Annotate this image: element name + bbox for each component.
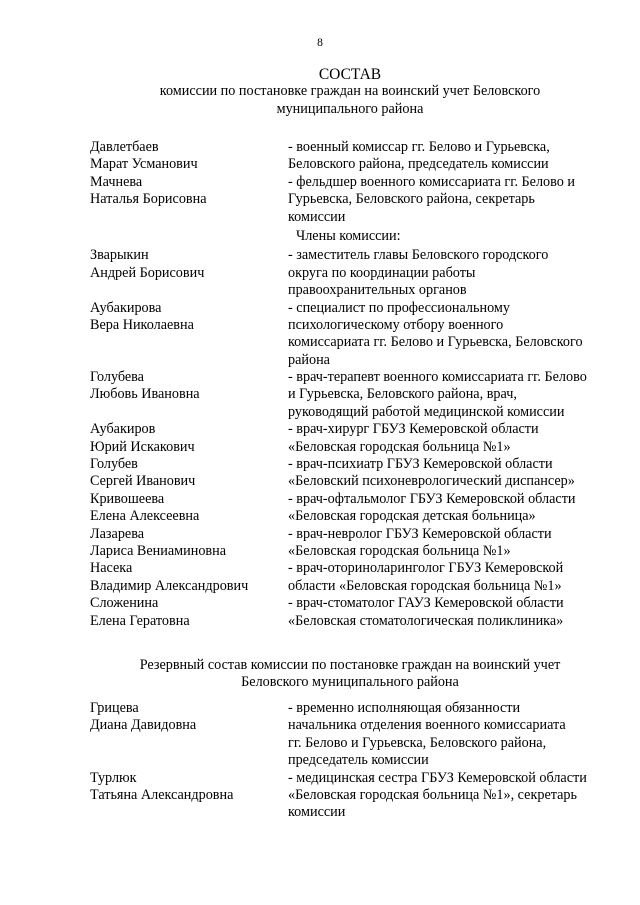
person-name-line: Зварыкин — [90, 247, 149, 264]
person-position-line: - специалист по профессиональному — [288, 299, 510, 316]
person-position-line: «Беловская городская больница №1» — [288, 438, 511, 455]
person-position-line: и Гурьевска, Беловского района, врач, — [288, 386, 517, 403]
person-row — [90, 174, 630, 226]
person-name-line: Аубакирова — [90, 299, 162, 316]
person-row — [90, 421, 630, 456]
person-position — [288, 491, 628, 526]
person-position-line: комиссии — [288, 804, 346, 821]
person-name — [90, 300, 288, 370]
person-name-line: Мачнева — [90, 173, 143, 190]
person-name-line: Голубева — [90, 369, 144, 386]
person-name-line: Насека — [90, 560, 133, 577]
person-position-line: председатель комиссии — [288, 752, 429, 769]
person-name-line: Аубакиров — [90, 421, 156, 438]
person-name — [90, 421, 288, 456]
person-position-line: - врач-офтальмолог ГБУЗ Кемеровской области — [288, 490, 576, 507]
person-name — [90, 491, 288, 526]
person-row — [90, 369, 630, 421]
members-heading: Члены комиссии: — [296, 227, 401, 244]
person-row — [90, 300, 630, 370]
person-position-line: гг. Белово и Гурьевска, Беловского района, — [288, 734, 547, 751]
person-row — [90, 700, 630, 770]
person-position — [288, 595, 628, 630]
person-name-line: Елена Гератовна — [90, 612, 190, 629]
person-position — [288, 300, 628, 370]
person-name — [90, 247, 288, 299]
person-name — [90, 526, 288, 561]
person-position-line: - фельдшер военного комиссариата гг. Белово и — [288, 173, 575, 190]
reserve-title-line: Беловского муниципального района — [241, 674, 459, 691]
person-name — [90, 560, 288, 595]
person-position-line: «Беловский психоневрологический диспансер» — [288, 473, 575, 490]
leaders-list — [90, 139, 630, 226]
person-position-line: района — [288, 351, 330, 368]
person-position-line: - врач-психиатр ГБУЗ Кемеровской области — [288, 456, 553, 473]
person-position — [288, 770, 628, 822]
person-name-line: Наталья Борисовна — [90, 191, 207, 208]
person-name — [90, 770, 288, 822]
reserve-list — [90, 700, 630, 822]
person-name-line: Марат Усманович — [90, 156, 198, 173]
person-name — [90, 139, 288, 174]
person-name-line: Турлюк — [90, 769, 137, 786]
person-row — [90, 456, 630, 491]
person-name — [90, 369, 288, 421]
person-position-line: - военный комиссар гг. Белово и Гурьевска, — [288, 139, 550, 155]
document-subtitle-line: комиссии по постановке граждан на воинский учет Беловского — [159, 83, 541, 100]
person-name — [90, 700, 288, 770]
person-position — [288, 700, 628, 770]
person-name-line: Владимир Александрович — [90, 577, 249, 594]
person-position-line: руководящий работой медицинской комиссии — [288, 403, 565, 420]
person-position-line: «Беловская городская больница №1» — [288, 542, 511, 559]
members-list — [90, 247, 630, 630]
person-name-line: Лазарева — [90, 525, 145, 542]
person-position-line: правоохранительных органов — [288, 282, 467, 299]
person-position-line: - врач-хирург ГБУЗ Кемеровской области — [288, 421, 539, 438]
person-position — [288, 139, 628, 174]
person-position-line: психологическому отбору военного — [288, 316, 504, 333]
person-name-line: Грицева — [90, 700, 139, 716]
person-position-line: - врач-оториноларинголог ГБУЗ Кемеровской — [288, 560, 564, 577]
person-name-line: Юрий Искакович — [90, 438, 195, 455]
person-name-line: Андрей Борисович — [90, 264, 205, 281]
person-position-line: - врач-стоматолог ГАУЗ Кемеровской области — [288, 595, 564, 612]
person-position-line: округа по координации работы — [288, 264, 476, 281]
person-position-line: - временно исполняющая обязанности — [288, 700, 521, 716]
person-name — [90, 456, 288, 491]
person-name-line: Сергей Иванович — [90, 473, 196, 490]
page-number: 8 — [317, 37, 323, 49]
person-name-line: Елена Алексеевна — [90, 508, 200, 525]
person-position-line: Гурьевска, Беловского района, секретарь — [288, 191, 535, 208]
person-row — [90, 595, 630, 630]
person-row — [90, 526, 630, 561]
person-position-line: «Беловская стоматологическая поликлиника» — [288, 612, 564, 629]
person-row — [90, 491, 630, 526]
person-position-line: - врач-терапевт военного комиссариата гг. Белово — [288, 369, 587, 386]
person-row — [90, 139, 630, 174]
main-heading — [80, 66, 620, 118]
person-name-line: Сложенина — [90, 595, 159, 612]
person-position — [288, 456, 628, 491]
person-position — [288, 174, 628, 226]
person-name-line: Лариса Вениаминовна — [90, 542, 227, 559]
person-position — [288, 560, 628, 595]
person-name — [90, 174, 288, 226]
person-name-line: Кривошеева — [90, 490, 165, 507]
person-position-line: - врач-невролог ГБУЗ Кемеровской области — [288, 525, 552, 542]
person-position-line: начальника отделения военного комиссариата — [288, 717, 566, 734]
person-position-line: Беловского района, председатель комиссии — [288, 156, 549, 173]
person-row — [90, 247, 630, 299]
person-position — [288, 369, 628, 421]
person-position — [288, 526, 628, 561]
reserve-title-line: Резервный состав комиссии по постановке граждан на воинский учет — [139, 657, 561, 673]
document-subtitle-line: муниципального района — [276, 100, 424, 117]
person-position-line: «Беловская городская детская больница» — [288, 508, 536, 525]
person-position-line: - медицинская сестра ГБУЗ Кемеровской области — [288, 769, 587, 786]
person-position — [288, 421, 628, 456]
reserve-composition — [90, 700, 630, 822]
person-position-line: области «Беловская городская больница №1» — [288, 577, 562, 594]
person-name-line: Татьяна Александровна — [90, 786, 234, 803]
person-position-line: комиссариата гг. Белово и Гурьевска, Беловского — [288, 334, 583, 351]
person-row — [90, 770, 630, 822]
person-name-line: Голубев — [90, 456, 138, 473]
person-position-line: «Беловская городская больница №1», секретарь — [288, 786, 577, 803]
person-position — [288, 247, 628, 299]
person-name-line: Вера Николаевна — [90, 316, 194, 333]
person-name-line: Любовь Ивановна — [90, 386, 200, 403]
person-name — [90, 595, 288, 630]
document-title: СОСТАВ — [318, 66, 382, 83]
reserve-heading — [80, 657, 620, 692]
person-name-line: Диана Давидовна — [90, 717, 197, 734]
person-name-line: Давлетбаев — [90, 139, 159, 155]
main-composition — [90, 139, 630, 630]
person-row — [90, 560, 630, 595]
person-position-line: - заместитель главы Беловского городского — [288, 247, 549, 264]
person-position-line: комиссии — [288, 208, 346, 225]
